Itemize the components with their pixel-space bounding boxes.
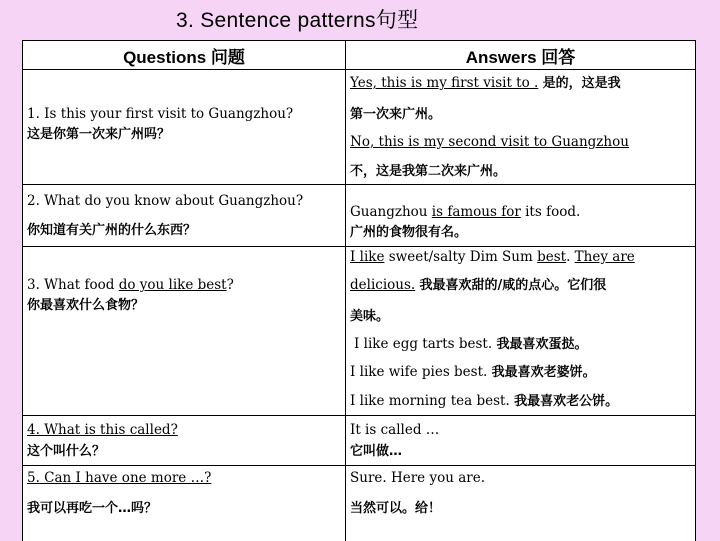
questions-header: Questions 问题 [123, 47, 245, 67]
question-3-en: 3. What food do you like best? [27, 277, 234, 293]
row-divider [23, 184, 695, 185]
question-5-en: 5. Can I have one more …? [27, 470, 212, 486]
sentence-patterns-table [22, 40, 696, 541]
answer-2-en: Guangzhou is famous for its food. [350, 204, 581, 220]
answer-1b-cn: 不，这是我第二次来广州。 [350, 164, 507, 179]
row-divider [23, 415, 695, 416]
question-1-cn: 这是你第一次来广州吗？ [27, 127, 171, 142]
answer-3d: I like morning tea best. 我最喜欢老公饼。 [350, 393, 619, 409]
answer-1a-en: Yes, this is my first visit to . [350, 75, 539, 91]
header-divider [23, 69, 695, 70]
answer-4-en: It is called … [350, 422, 440, 438]
answer-5-cn: 当然可以。给！ [350, 501, 442, 516]
question-2-en: 2. What do you know about Guangzhou? [27, 193, 304, 209]
answer-4-cn: 它叫做… [350, 444, 403, 459]
answer-3a-cn-cont: 美味。 [350, 309, 390, 324]
answer-1b-en: No, this is my second visit to Guangzhou [350, 134, 629, 150]
answer-3b: I like egg tarts best. 我最喜欢蛋挞。 [354, 336, 588, 352]
answers-header: Answers 回答 [465, 47, 576, 67]
question-5-cn: 我可以再吃一个…吗？ [27, 501, 158, 516]
row-divider [23, 465, 695, 466]
answer-3a-line1: I like sweet/salty Dim Sum best. They are [350, 249, 635, 265]
question-4-cn: 这个叫什么？ [27, 444, 106, 459]
row-divider [23, 246, 695, 247]
answer-2-cn: 广州的食物很有名。 [350, 225, 468, 240]
question-3-cn: 你最喜欢什么食物？ [27, 298, 145, 313]
column-divider [345, 41, 346, 541]
answer-1a-cn: 是的，这是我 [542, 76, 621, 91]
question-2-cn: 你知道有关广州的什么东西？ [27, 223, 197, 238]
answer-5-en: Sure. Here you are. [350, 470, 485, 486]
slide-title: 3. Sentence patterns句型 [176, 9, 419, 32]
question-4-en: 4. What is this called? [27, 422, 178, 438]
answer-3a-line2: delicious. 我最喜欢甜的/咸的点心。它们很 [350, 277, 607, 293]
answer-1a-cn-cont: 第一次来广州。 [350, 107, 442, 122]
question-1-en: 1. Is this your first visit to Guangzhou? [27, 106, 294, 122]
answer-1a [350, 74, 621, 93]
answer-3c: I like wife pies best. 我最喜欢老婆饼。 [350, 364, 596, 380]
